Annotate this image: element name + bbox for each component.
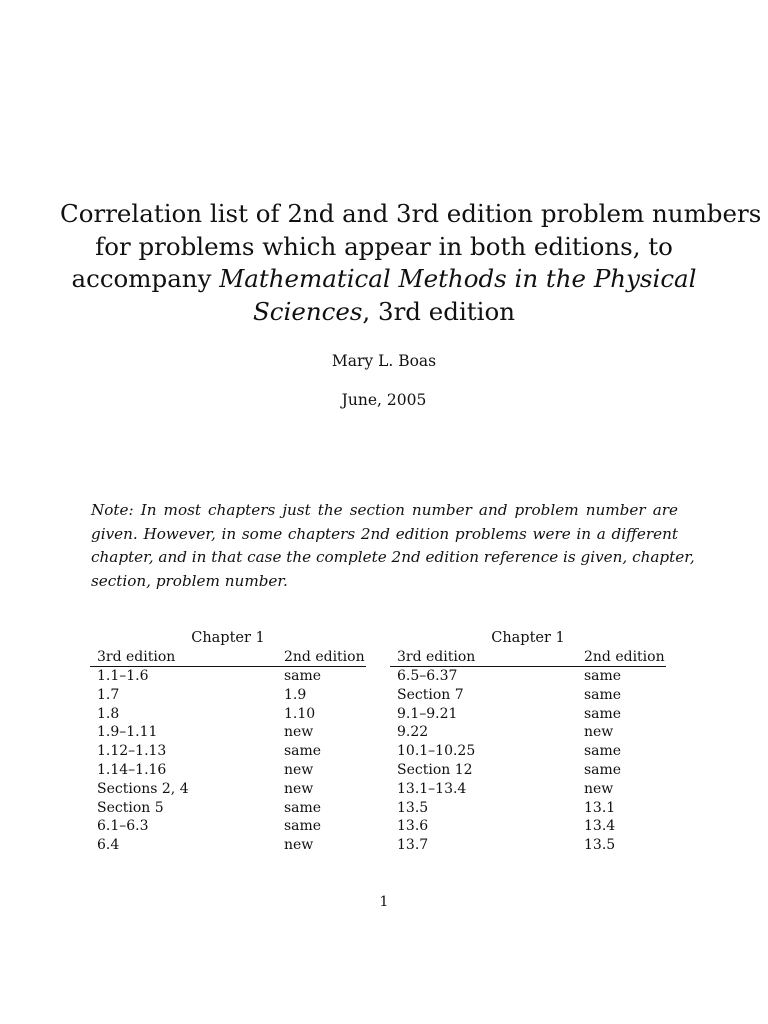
cell-2nd-edition: same: [584, 668, 622, 684]
chapter-caption: Chapter 1: [491, 630, 565, 646]
title-line-1: Correlation list of 2nd and 3rd edition problem numbers: [60, 199, 762, 228]
title-line-3: [60, 263, 708, 296]
author-name: Mary L. Boas: [331, 352, 437, 370]
table-header-row: [390, 648, 666, 667]
cell-3rd-edition: 1.12–1.13: [97, 743, 167, 760]
cell-2nd-edition: same: [584, 761, 622, 778]
title-line-4-suffix: , 3rd edition: [362, 296, 515, 326]
cell-2nd-edition: new: [284, 780, 314, 797]
table-row: [90, 836, 366, 855]
table-row: [390, 742, 666, 761]
note-paragraph: [91, 499, 695, 593]
cell-2nd-edition: same: [284, 818, 322, 835]
chapter-caption: Chapter 1: [191, 630, 265, 646]
cell-2nd-edition: new: [584, 724, 614, 741]
correlation-table-left: [90, 628, 366, 855]
correlation-table: [90, 648, 366, 855]
cell-2nd-edition: same: [584, 743, 622, 760]
book-title-part-2: Sciences: [253, 296, 363, 326]
cell-3rd-edition: 1.7: [97, 686, 120, 703]
cell-2nd-edition: 13.1: [584, 799, 616, 816]
cell-3rd-edition: Section 12: [397, 761, 473, 778]
table-row: [90, 799, 366, 818]
table-row: [90, 686, 366, 705]
table-row: [390, 799, 666, 818]
book-title-part-1: Mathematical Methods in the Physical: [219, 264, 697, 293]
note-line-4: section, problem number.: [91, 571, 288, 590]
note-line-1: Note: In most chapters just the section number and problem number are: [91, 501, 678, 519]
cell-3rd-edition: 6.4: [97, 837, 120, 854]
cell-3rd-edition: Sections 2, 4: [97, 780, 189, 797]
table-row: [390, 705, 666, 724]
cell-3rd-edition: 13.7: [397, 837, 429, 854]
cell-2nd-edition: 13.5: [584, 837, 616, 854]
table-row: [390, 723, 666, 742]
table-row: [90, 742, 366, 761]
column-header-2nd-edition: 2nd edition: [577, 648, 666, 667]
table-row: [390, 686, 666, 705]
cell-3rd-edition: 10.1–10.25: [397, 743, 476, 760]
table-row: [390, 761, 666, 780]
cell-3rd-edition: Section 5: [97, 799, 164, 816]
cell-3rd-edition: 13.5: [397, 799, 429, 816]
table-body: [90, 667, 366, 855]
cell-3rd-edition: 1.9–1.11: [97, 724, 158, 741]
cell-2nd-edition: new: [284, 724, 314, 741]
cell-2nd-edition: 1.10: [284, 705, 316, 722]
cell-3rd-edition: 13.6: [397, 818, 429, 835]
table-row: [390, 836, 666, 855]
cell-3rd-edition: 6.1–6.3: [97, 818, 149, 835]
cell-2nd-edition: new: [584, 780, 614, 797]
cell-2nd-edition: new: [284, 837, 314, 854]
correlation-table: [390, 648, 666, 855]
cell-2nd-edition: same: [284, 743, 322, 760]
title-line-2: for problems which appear in both editions, to: [95, 231, 673, 261]
cell-2nd-edition: same: [284, 799, 322, 816]
title-line-3-prefix: accompany: [71, 264, 220, 293]
table-row: [390, 667, 666, 686]
cell-2nd-edition: 1.9: [284, 686, 307, 703]
column-header-3rd-edition: 3rd edition: [90, 648, 277, 667]
cell-3rd-edition: 9.1–9.21: [397, 705, 458, 722]
page-number: 1: [379, 894, 389, 910]
title-line-4: [60, 296, 708, 329]
table-row: [90, 705, 366, 724]
table-row: [90, 780, 366, 799]
cell-3rd-edition: 1.8: [97, 705, 120, 722]
note-line-2: given. However, in some chapters 2nd edition problems were in a different: [91, 524, 678, 543]
table-header-row: [90, 648, 366, 667]
table-row: [390, 780, 666, 799]
table-row: [90, 667, 366, 686]
note-line-3: chapter, and in that case the complete 2nd edition reference is given, chapter,: [91, 548, 695, 567]
table-row: [390, 817, 666, 836]
cell-3rd-edition: Section 7: [397, 686, 464, 703]
column-header-3rd-edition: 3rd edition: [390, 648, 577, 667]
table-row: [90, 723, 366, 742]
cell-3rd-edition: 1.1–1.6: [97, 668, 149, 684]
cell-3rd-edition: 9.22: [397, 724, 429, 741]
cell-2nd-edition: same: [584, 705, 622, 722]
cell-3rd-edition: 1.14–1.16: [97, 761, 167, 778]
document-title: [60, 198, 762, 328]
table-row: [90, 761, 366, 780]
cell-2nd-edition: 13.4: [584, 818, 616, 835]
cell-3rd-edition: 13.1–13.4: [397, 780, 467, 797]
correlation-table-right: [390, 628, 666, 855]
cell-2nd-edition: same: [284, 668, 322, 684]
cell-2nd-edition: same: [584, 686, 622, 703]
publication-date: June, 2005: [341, 391, 427, 409]
column-header-2nd-edition: 2nd edition: [277, 648, 366, 667]
cell-3rd-edition: 6.5–6.37: [397, 668, 458, 684]
table-body: [390, 667, 666, 855]
cell-2nd-edition: new: [284, 761, 314, 778]
table-row: [90, 817, 366, 836]
